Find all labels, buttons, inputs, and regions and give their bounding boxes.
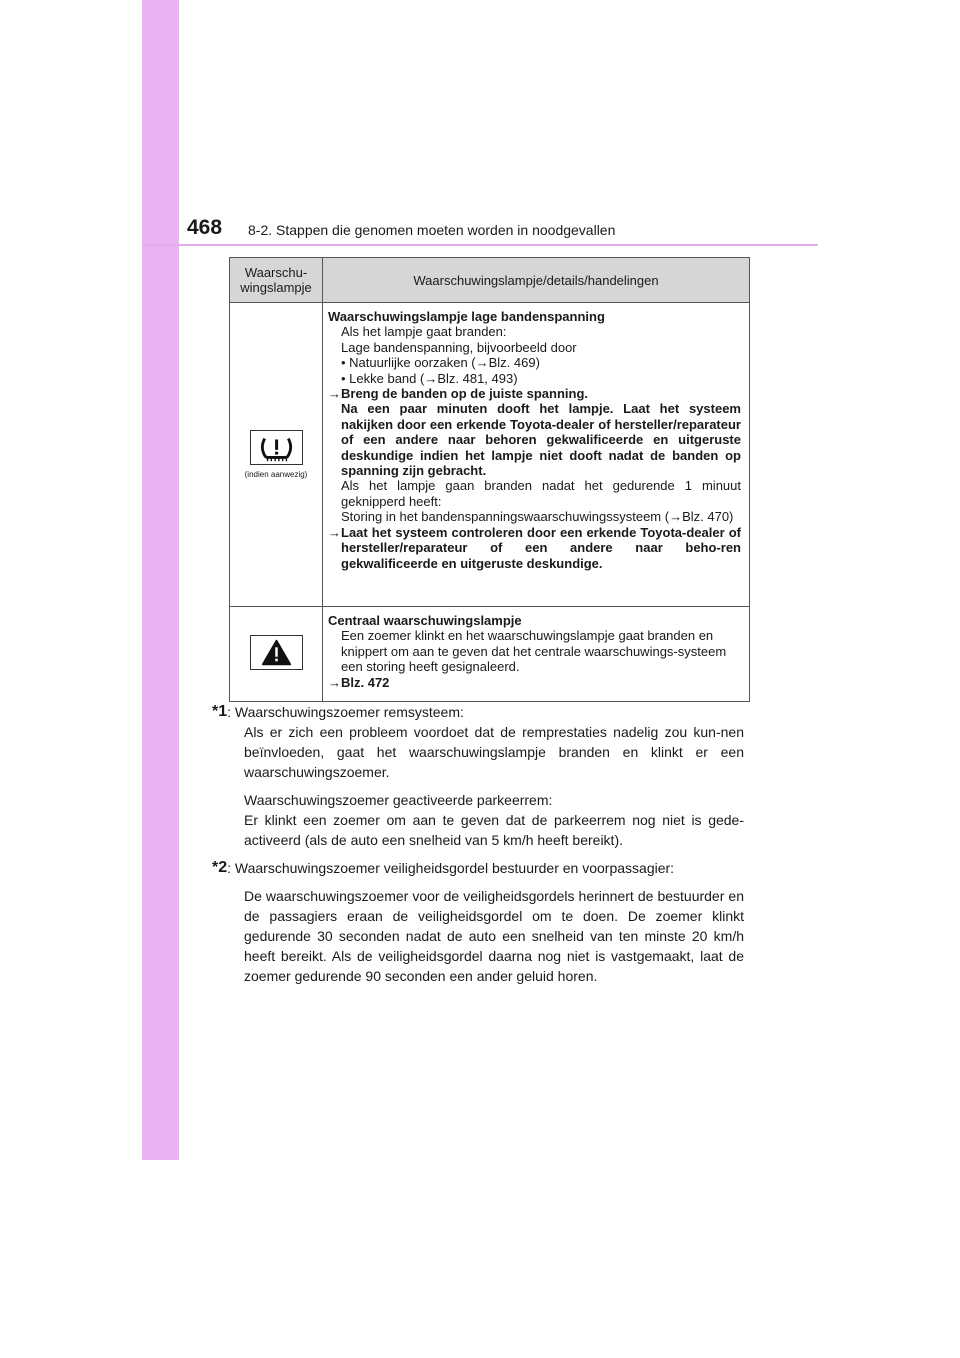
master-warning-triangle-icon <box>250 635 303 670</box>
description-text: Een zoemer klinkt en het waarschuwingslampje gaat branden en knippert om aan te geven dat het centrale waarschuwings-systeem een storing heeft gesignaleerd. <box>341 628 727 675</box>
table-row <box>230 607 750 702</box>
header-divider <box>142 244 818 246</box>
section-title: 8-2. Stappen die genomen moeten worden in noodgevallen <box>248 222 616 238</box>
action-detail: Na een paar minuten dooft het lampje. Laat het systeem nakijken door een erkende Toyota-dealer of hersteller/reparateur of een andere naar behoren gekwalificeerde en uitgeruste deskundige indien het lampje niet dooft nadat de banden op spanning zijn gebracht. <box>341 401 741 479</box>
footnote-title: : Waarschuwingszoemer remsysteem: <box>227 704 464 720</box>
arrow-icon: → <box>328 524 341 540</box>
footnote-marker: *1 <box>212 703 228 720</box>
condition-text: Als het lampje gaan branden nadat het gedurende 1 minuut geknipperd heeft: <box>341 478 741 509</box>
warning-table <box>229 257 750 702</box>
footnote-marker: *2 <box>212 859 228 876</box>
column-header-lamp-line2: wingslampje <box>240 280 312 295</box>
footnote-text: De waarschuwingszoemer voor de veiligheidsgordels herinnert de bestuurder en de passagiers eraan de veiligheidsgordel om te doen. De zoemer klinkt gedurende 30 seconden nadat de auto een snelheid van ten minste 20 km/h heeft bereikt. Als de veiligheidsgordel daarna nog niet is vastgemaakt, laat de zoemer gedurende 90 seconden een ander geluid horen. <box>244 888 744 984</box>
action-text: Blz. 472 <box>341 674 390 690</box>
column-header-lamp <box>230 258 323 303</box>
footnotes <box>212 702 744 986</box>
column-header-details: Waarschuwingslampje/details/handelingen <box>323 258 750 303</box>
footnote <box>212 702 744 850</box>
table-row <box>230 303 750 607</box>
action-item <box>328 675 741 690</box>
bullet-item: • Lekke band (→Blz. 481, 493) <box>341 370 518 386</box>
table-header-row <box>230 258 750 303</box>
lamp-cell <box>230 607 323 702</box>
condition-text: Als het lampje gaat branden: <box>341 324 507 340</box>
chapter-side-band <box>142 0 179 1160</box>
lamp-title: Centraal waarschuwingslampje <box>328 613 522 628</box>
icon-note: (indien aanwezig) <box>244 470 308 479</box>
action-text: Breng de banden op de juiste spanning. <box>341 386 589 402</box>
footnote-title: : Waarschuwingszoemer veiligheidsgordel bestuurder en voorpassagier: <box>227 860 675 876</box>
footnote <box>212 858 744 986</box>
arrow-icon: → <box>328 674 341 690</box>
details-cell <box>323 303 750 607</box>
footnote-subtitle: Waarschuwingszoemer geactiveerde parkeerrem: <box>244 792 553 808</box>
page-number: 468 <box>187 216 223 239</box>
bullet-item: • Natuurlijke oorzaken (→Blz. 469) <box>341 355 540 371</box>
lamp-cell <box>230 303 323 607</box>
details-cell <box>323 607 750 702</box>
action-item <box>328 386 741 401</box>
footnote-text: Er klinkt een zoemer om aan te geven dat de parkeerrem nog niet is gede-activeerd (als de auto een snelheid van 5 km/h heeft bereikt). <box>244 812 744 848</box>
cause-text: Lage bandenspanning, bijvoorbeeld door <box>341 339 577 355</box>
tire-pressure-warning-icon <box>250 430 303 465</box>
fault-text: Storing in het bandenspanningswaarschuwingssysteem (→Blz. 470) <box>341 509 734 525</box>
action-text: Laat het systeem controleren door een erkende Toyota-dealer of hersteller/reparateur of een andere naar beho-ren gekwalificeerde en uitgeruste deskundige. <box>341 524 741 571</box>
footnote-text: Als er zich een probleem voordoet dat de remprestaties nadelig zou kun-nen beïnvloeden, gaat het waarschuwingslampje branden en klinkt er een waarschuwingszoemer. <box>244 724 744 780</box>
arrow-icon: → <box>328 386 341 402</box>
column-header-lamp-line1: Waarschu- <box>244 265 308 280</box>
action-item <box>328 525 741 571</box>
lamp-title: Waarschuwingslampje lage bandenspanning <box>328 309 605 324</box>
